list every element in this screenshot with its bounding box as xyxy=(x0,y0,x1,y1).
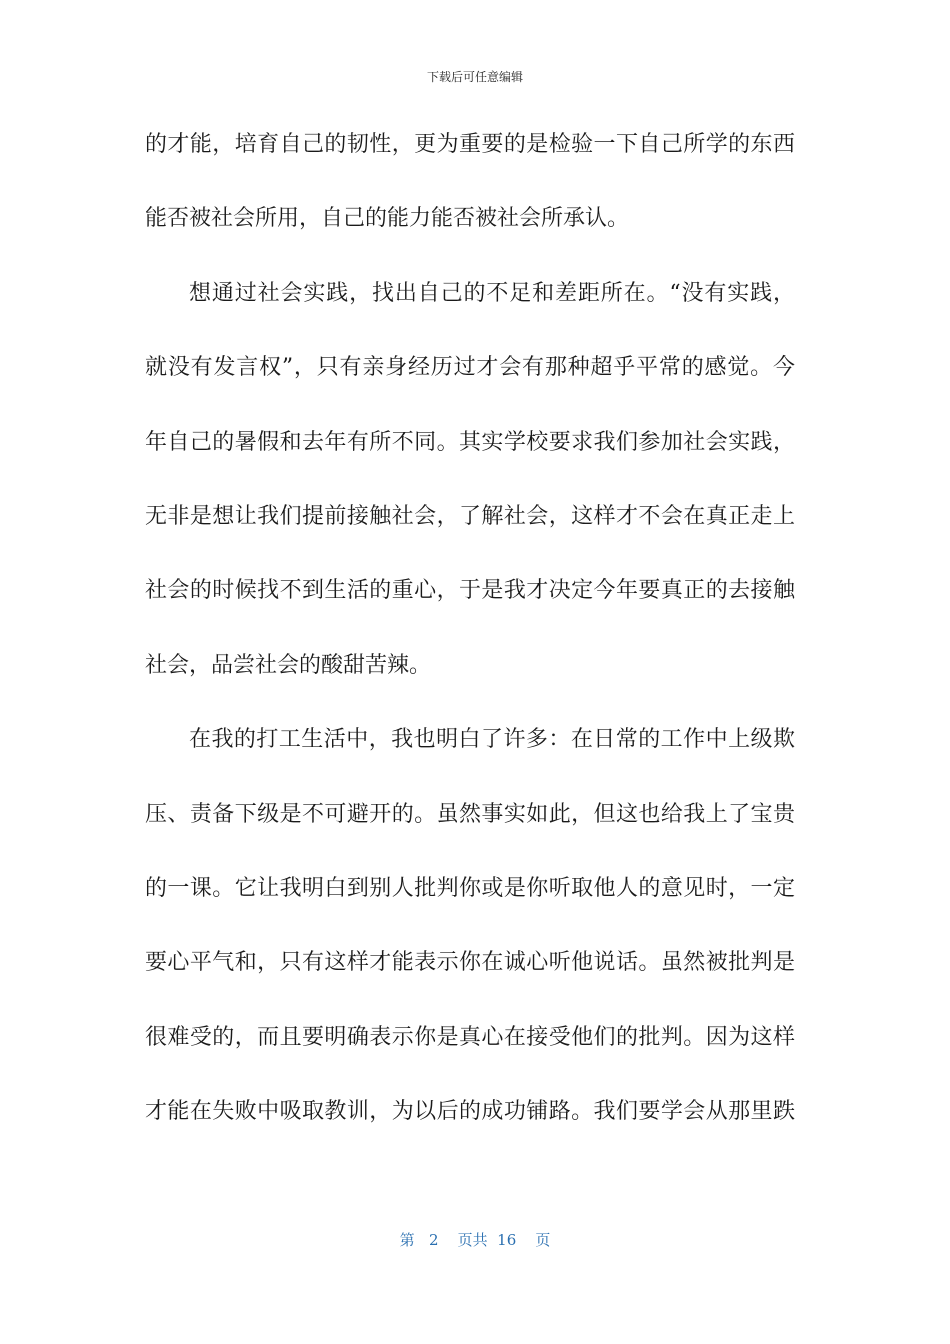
text-line: 很难受的，而且要明确表示你是真心在接受他们的批判。因为这样 xyxy=(145,1024,795,1050)
text-line: 社会，品尝社会的酸甜苦辣。 xyxy=(145,652,432,678)
page-number: 2 xyxy=(428,1231,439,1249)
text-line: 就没有发言权”，只有亲身经历过才会有那种超乎平常的感觉。今 xyxy=(145,355,795,381)
body-text xyxy=(145,108,795,1149)
page-header: 下载后可任意编辑 xyxy=(426,70,523,84)
paragraph-first-line: 在我的打工生活中，我也明白了许多：在日常的工作中上级欺 xyxy=(189,727,795,753)
page-label-suffix: 页 xyxy=(535,1231,551,1249)
text-line: 能否被社会所用，自己的能力能否被社会所承认。 xyxy=(145,206,630,232)
text-line: 压、责备下级是不可避开的。虽然事实如此，但这也给我上了宝贵 xyxy=(145,801,795,827)
text-line: 的才能，培育自己的韧性，更为重要的是检验一下自己所学的东西 xyxy=(145,132,795,157)
page-footer xyxy=(0,1229,950,1250)
text-line: 年自己的暑假和去年有所不同。其实学校要求我们参加社会实践， xyxy=(145,429,795,455)
text-line: 要心平气和，只有这样才能表示你在诚心听他说话。虽然被批判是 xyxy=(145,950,795,976)
page-label-prefix: 第 xyxy=(399,1231,415,1249)
paragraph-first-line: 想通过社会实践，找出自己的不足和差距所在。“没有实践， xyxy=(189,280,795,306)
text-line: 无非是想让我们提前接触社会，了解社会，这样才不会在真正走上 xyxy=(145,503,795,529)
text-line: 社会的时候找不到生活的重心，于是我才决定今年要真正的去接触 xyxy=(145,578,795,604)
total-pages: 16 xyxy=(497,1231,517,1249)
page-label-mid: 页共 xyxy=(457,1231,488,1249)
text-line: 的一课。它让我明白到别人批判你或是你听取他人的意见时，一定 xyxy=(145,875,795,901)
text-line: 才能在失败中吸取教训，为以后的成功铺路。我们要学会从那里跌 xyxy=(145,1099,795,1125)
